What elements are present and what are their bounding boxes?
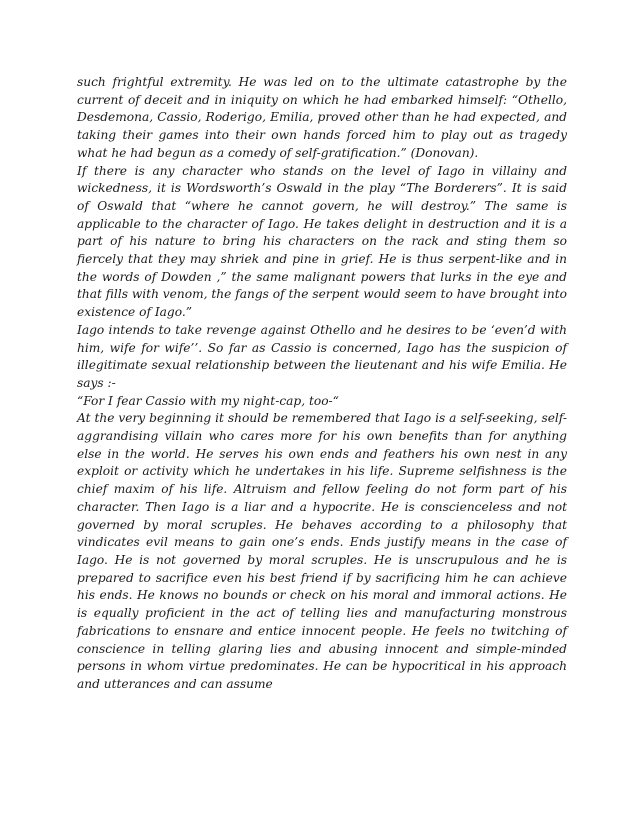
paragraph-iago-revenge: Iago intends to take revenge against Othello and he desires to be ‘even’d with him, wife for wife’’. So far as Cassio is concerned, Iago has the suspicion of illegitimate sexual relationship between the lieutenant and his wife Emilia. He says :- xyxy=(77,322,567,390)
paragraph-oswald-comparison: If there is any character who stands on the level of Iago in villainy and wickedness, it is Wordsworth’s Oswald in the play “The Borderers”. It is said of Oswald that “where he cannot govern, he will destroy.” The same is applicable to the character of Iago. He takes delight in destruction and it is a part of his nature to bring his characters on the rack and sting them so fiercely that they may shriek and pine in grief. He is thus serpent-like and in the words of Dowden ,” the same malignant powers that lurks in the eye and that fills with venom, the fangs of the serpent would seem to have brought into existence of Iago.” xyxy=(77,163,567,320)
quote-cassio-night-cap: “For I fear Cassio with my night-cap, too-“ xyxy=(77,393,339,408)
paragraph-iago-character: At the very beginning it should be remembered that Iago is a self-seeking, self-aggrandising villain who cares more for his own benefits than for anything else in the world. He serves his own ends and feathers his own nest in any exploit or activity which he undertakes in his life. Supreme selfishness is the chief maxim of his life. Altruism and fellow feeling do not form part of his character. Then Iago is a liar and a hypocrite. He is conscienceless and not governed by moral scruples. He behaves according to a philosophy that vindicates evil means to gain one’s ends. Ends justify means in the case of Iago. He is not governed by moral scruples. He is unscrupulous and he is prepared to sacrifice even his best friend if by sacrificing him he can achieve his ends. He knows no bounds or check on his moral and immoral actions. He is equally proficient in the act of telling lies and manufacturing monstrous fabrications to ensnare and entice innocent people. He feels no twitching of conscience in telling glaring lies and abusing innocent and simple-minded persons in whom virtue predominates. He can be hypocritical in his approach and utterances and can assume xyxy=(77,411,567,691)
document-page xyxy=(77,74,567,694)
paragraph-othello-catastrophe: such frightful extremity. He was led on to the ultimate catastrophe by the current of deceit and in iniquity on which he had embarked himself: “Othello, Desdemona, Cassio, Roderigo, Emilia, proved other than he had expected, and taking their games into their own hands forced him to play out as tragedy what he had begun as a comedy of self-gratification.” (Donovan). xyxy=(77,75,567,160)
